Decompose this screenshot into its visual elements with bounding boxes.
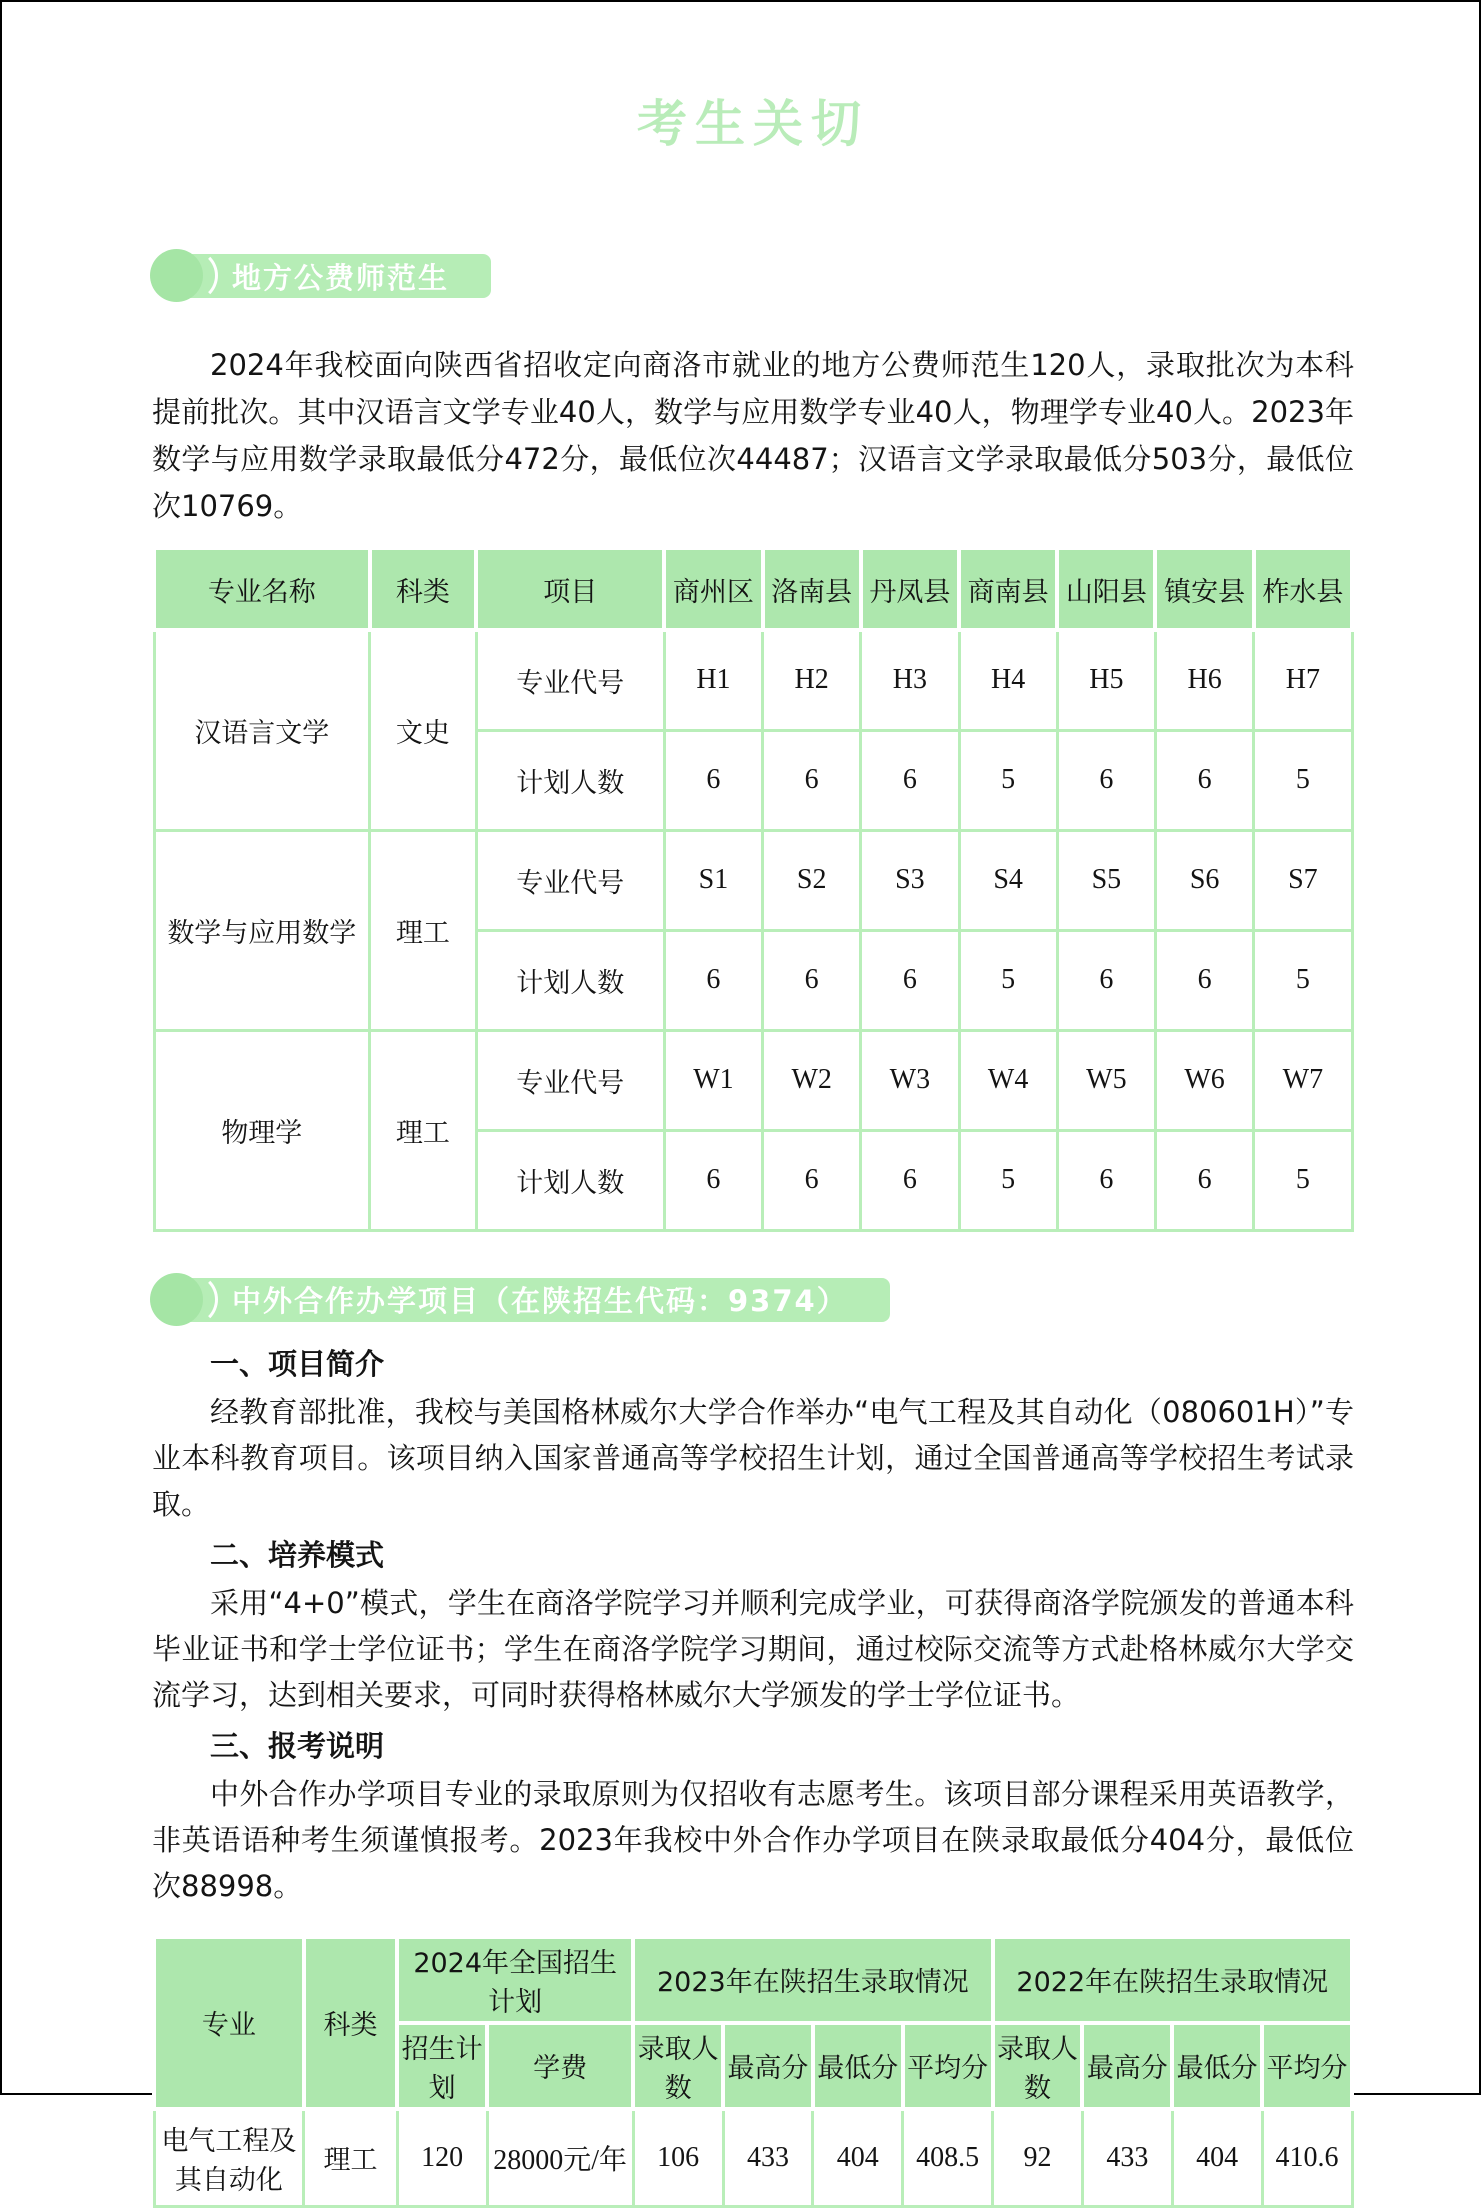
plan-cell: 6: [664, 930, 762, 1030]
plan-cell: 6: [861, 730, 959, 830]
group-header-2023: 2023年在陕招生录取情况: [633, 1937, 992, 2023]
group-header-2024: 2024年全国招生计划: [397, 1937, 633, 2023]
sub-header-max: 最高分: [1082, 2023, 1172, 2109]
plan-cell: 5: [959, 730, 1057, 830]
row-label-plan: 计划人数: [476, 930, 664, 1030]
code-cell: H2: [763, 630, 861, 730]
plan-cell: 6: [763, 930, 861, 1030]
table-row: [154, 830, 1352, 930]
code-cell: W3: [861, 1030, 959, 1130]
code-cell: H5: [1057, 630, 1155, 730]
page-content: [2, 2, 1479, 2208]
block-text-model: 采用“4+0”模式，学生在商洛学院学习并顺利完成学业，可获得商洛学院颁发的普通本科毕业证书和学士学位证书；学生在商洛学院学习期间，通过校际交流等方式赴格林威尔大学交流学习，达到相关要求，可同时获得格林威尔大学颁发的学士学位证书。: [152, 1580, 1354, 1718]
plan-cell: 6: [664, 1130, 762, 1230]
block-text-apply: 中外合作办学项目专业的录取原则为仅招收有志愿考生。该项目部分课程采用英语教学，非英语语种考生须谨慎报考。2023年我校中外合作办学项目在陕录取最低分404分，最低位次88998。: [152, 1771, 1354, 1909]
code-cell: S6: [1155, 830, 1253, 930]
code-cell: H4: [959, 630, 1057, 730]
code-cell: S7: [1254, 830, 1352, 930]
code-cell: H3: [861, 630, 959, 730]
row-label-code: 专业代号: [476, 830, 664, 930]
col-header-county: 柞水县: [1254, 548, 1352, 630]
col-header-major: 专业名称: [154, 548, 370, 630]
col-header-county: 镇安县: [1155, 548, 1253, 630]
banner-arc-icon: [165, 249, 218, 302]
stat-cell: 408.5: [903, 2109, 993, 2207]
code-cell: S2: [763, 830, 861, 930]
sub-header-min: 最低分: [813, 2023, 903, 2109]
table2-header-row-groups: [154, 1937, 1352, 2023]
category-cell: 文史: [370, 630, 477, 830]
plan-cell: 6: [763, 730, 861, 830]
code-cell: S1: [664, 830, 762, 930]
stat-cell: 433: [723, 2109, 813, 2207]
stat-cell: 404: [1172, 2109, 1262, 2207]
sub-header-tuition: 学费: [487, 2023, 633, 2109]
sub-header-admitted: 录取人数: [993, 2023, 1083, 2109]
plan-cell: 6: [1057, 1130, 1155, 1230]
block-heading-apply: 三、报考说明: [152, 1724, 1354, 1769]
section-banner-label: 地方公费师范生: [232, 256, 449, 297]
category-cell: 理工: [304, 2109, 397, 2207]
stat-cell: 92: [993, 2109, 1083, 2207]
plan-cell: 6: [1155, 930, 1253, 1030]
row-label-plan: 计划人数: [476, 730, 664, 830]
sub-header-avg: 平均分: [1262, 2023, 1352, 2109]
section-banner-label: 中外合作办学项目（在陕招生代码：9374）: [232, 1279, 848, 1320]
plan-cell: 6: [664, 730, 762, 830]
code-cell: H1: [664, 630, 762, 730]
section-banner-sino-foreign: [152, 1278, 890, 1322]
sino-foreign-text-blocks: [152, 1342, 1354, 1909]
code-cell: W5: [1057, 1030, 1155, 1130]
code-cell: W4: [959, 1030, 1057, 1130]
page-title: 考生关切: [152, 2, 1354, 156]
major-cell: 汉语言文学: [154, 630, 370, 830]
major-cell: 物理学: [154, 1030, 370, 1230]
code-cell: S5: [1057, 830, 1155, 930]
code-cell: W6: [1155, 1030, 1253, 1130]
banner-arc-icon: [165, 1273, 218, 1326]
col-header-item: 项目: [476, 548, 664, 630]
sub-header-avg: 平均分: [903, 2023, 993, 2109]
table-row: [154, 630, 1352, 730]
public-funded-paragraph: 2024年我校面向陕西省招收定向商洛市就业的地方公费师范生120人，录取批次为本科提前批次。其中汉语言文学专业40人，数学与应用数学专业40人，物理学专业40人。2023年数学与应用数学录取最低分472分，最低位次44487；汉语言文学录取最低分503分，最低位次10769。: [152, 342, 1354, 530]
public-funded-plan-table: [152, 546, 1354, 1232]
plan-cell: 6: [1057, 930, 1155, 1030]
tuition-cell: 28000元/年: [487, 2109, 633, 2207]
sub-header-plan: 招生计划: [397, 2023, 487, 2109]
plan-cell: 6: [1155, 730, 1253, 830]
row-label-plan: 计划人数: [476, 1130, 664, 1230]
plan-cell: 6: [861, 930, 959, 1030]
code-cell: S4: [959, 830, 1057, 930]
code-cell: H6: [1155, 630, 1253, 730]
major-cell: 电气工程及其自动化: [154, 2109, 304, 2207]
row-label-code: 专业代号: [476, 630, 664, 730]
block-heading-model: 二、培养模式: [152, 1533, 1354, 1578]
block-text-intro: 经教育部批准，我校与美国格林威尔大学合作举办“电气工程及其自动化（080601H）”专业本科教育项目。该项目纳入国家普通高等学校招生计划，通过全国普通高等学校招生考试录取。: [152, 1389, 1354, 1527]
plan-cell: 6: [861, 1130, 959, 1230]
category-cell: 理工: [370, 830, 477, 1030]
col-header-county: 丹凤县: [861, 548, 959, 630]
col-header-category: 科类: [370, 548, 477, 630]
plan-cell: 5: [1254, 730, 1352, 830]
table-row: [154, 1030, 1352, 1130]
plan-cell: 5: [959, 1130, 1057, 1230]
col-header-county: 山阳县: [1057, 548, 1155, 630]
sub-header-min: 最低分: [1172, 2023, 1262, 2109]
plan-cell: 6: [1057, 730, 1155, 830]
code-cell: W2: [763, 1030, 861, 1130]
col-header-county: 商州区: [664, 548, 762, 630]
sino-foreign-program-table: [152, 1935, 1354, 2208]
group-header-2022: 2022年在陕招生录取情况: [993, 1937, 1352, 2023]
code-cell: W7: [1254, 1030, 1352, 1130]
col-header-county: 商南县: [959, 548, 1057, 630]
table1-header-row: [154, 548, 1352, 630]
plan-cell: 6: [1155, 1130, 1253, 1230]
col-header-major: 专业: [154, 1937, 304, 2109]
code-cell: H7: [1254, 630, 1352, 730]
stat-cell: 404: [813, 2109, 903, 2207]
category-cell: 理工: [370, 1030, 477, 1230]
col-header-county: 洛南县: [763, 548, 861, 630]
plan-cell: 6: [763, 1130, 861, 1230]
plan-cell: 120: [397, 2109, 487, 2207]
section-banner-public-funded: [152, 254, 491, 298]
stat-cell: 410.6: [1262, 2109, 1352, 2207]
table-row: [154, 2109, 1352, 2207]
major-cell: 数学与应用数学: [154, 830, 370, 1030]
stat-cell: 106: [633, 2109, 723, 2207]
plan-cell: 5: [959, 930, 1057, 1030]
row-label-code: 专业代号: [476, 1030, 664, 1130]
block-heading-intro: 一、项目简介: [152, 1342, 1354, 1387]
col-header-category: 科类: [304, 1937, 397, 2109]
sub-header-max: 最高分: [723, 2023, 813, 2109]
plan-cell: 5: [1254, 930, 1352, 1030]
stat-cell: 433: [1082, 2109, 1172, 2207]
code-cell: S3: [861, 830, 959, 930]
sub-header-admitted: 录取人数: [633, 2023, 723, 2109]
plan-cell: 5: [1254, 1130, 1352, 1230]
code-cell: W1: [664, 1030, 762, 1130]
